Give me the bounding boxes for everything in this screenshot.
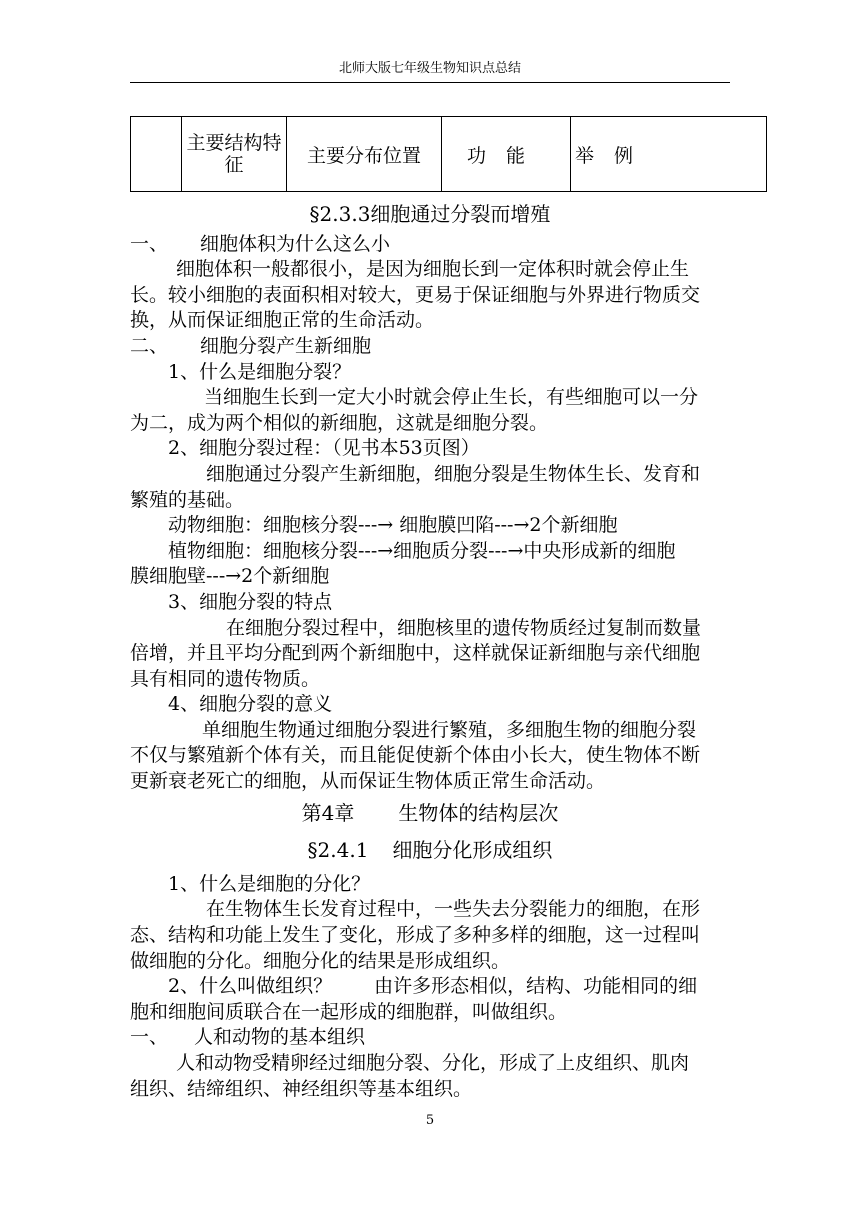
section-title-2-3-3: §2.3.3细胞通过分裂而增殖 xyxy=(309,202,551,226)
paragraph-line: 具有相同的遗传物质。 xyxy=(130,667,321,690)
table-cell-function: 功能 xyxy=(442,117,571,192)
paragraph-line: 组织、结缔组织、神经组织等基本组织。 xyxy=(130,1077,473,1100)
paragraph-line: 人和动物受精卵经过细胞分裂、分化，形成了上皮组织、肌肉 xyxy=(176,1052,690,1074)
paragraph-line: 当细胞生长到一定大小时就会停止生长，有些细胞可以一分 xyxy=(204,386,699,409)
heading-1 xyxy=(130,1025,730,1051)
section-number: §2.4.1 xyxy=(307,838,369,863)
heading-2 xyxy=(130,334,730,360)
table-cell-example: 举例 xyxy=(571,117,767,192)
paragraph-line: 长。较小细胞的表面积相对较大，更易于保证细胞与外界进行物质交 xyxy=(130,283,701,306)
question-4: 4、细胞分裂的意义 xyxy=(168,693,333,716)
paragraph-line: 繁殖的基础。 xyxy=(130,488,245,511)
table-cell-structure: 主要结构特征 xyxy=(182,117,287,192)
heading-number: 一、 xyxy=(130,232,169,255)
chapter-number: 第4章 xyxy=(301,800,355,825)
heading-text: 人和动物的基本组织 xyxy=(194,1026,366,1049)
question-3: 3、细胞分裂的特点 xyxy=(168,590,333,613)
question-1: 1、什么是细胞分裂？ xyxy=(168,360,352,383)
paragraph-line: 态、结构和功能上发生了变化，形成了多种多样的细胞，这一过程叫 xyxy=(130,924,701,947)
paragraph-line: 为二，成为两个相似的新细胞，这就是细胞分裂。 xyxy=(130,411,549,434)
section-title-2-4-1 xyxy=(130,838,730,864)
animal-cell-division: 动物细胞：细胞核分裂---→ 细胞膜凹陷---→2个新细胞 xyxy=(168,514,618,537)
table-cell-distribution: 主要分布位置 xyxy=(287,117,442,192)
heading-number: 二、 xyxy=(130,334,169,357)
paragraph-line: 膜细胞壁---→2个新细胞 xyxy=(130,565,330,588)
paragraph-line: 更新衰老死亡的细胞，从而保证生物体质正常生命活动。 xyxy=(130,770,606,793)
paragraph-line: 在生物体生长发育过程中，一些失去分裂能力的细胞，在形 xyxy=(206,898,701,921)
question-2: 2、什么叫做组织？ 由许多形态相似，结构、功能相同的细 xyxy=(168,975,698,998)
paragraph-line: 单细胞生物通过细胞分裂进行繁殖，多细胞生物的细胞分裂 xyxy=(202,718,697,741)
paragraph-line: 细胞体积一般都很小，是因为细胞长到一定体积时就会停止生 xyxy=(176,258,690,281)
paragraph-line: 倍增，并且平均分配到两个新细胞中，这样就保证新细胞与亲代细胞 xyxy=(130,642,701,665)
heading-text: 细胞体积为什么这么小 xyxy=(200,232,391,255)
paragraph-line: 换，从而保证细胞正常的生命活动。 xyxy=(130,309,435,332)
table-cell-empty xyxy=(131,117,182,192)
plant-cell-division: 植物细胞：细胞核分裂---→细胞质分裂---→中央形成新的细胞 xyxy=(168,539,676,562)
paragraph-line: 不仅与繁殖新个体有关，而且能促使新个体由小长大，使生物体不断 xyxy=(130,744,701,767)
paragraph-line: 细胞通过分裂产生新细胞，细胞分裂是生物体生长、发育和 xyxy=(206,462,701,485)
header-rule xyxy=(130,82,730,83)
table-row xyxy=(131,117,767,192)
heading-text: 细胞分裂产生新细胞 xyxy=(200,334,372,357)
paragraph-line: 胞和细胞间质联合在一起形成的细胞群，叫做组织。 xyxy=(130,1000,568,1023)
page-number: 5 xyxy=(425,1113,435,1128)
heading-1 xyxy=(130,232,730,258)
running-header: 北师大版七年级生物知识点总结 xyxy=(338,61,521,76)
section-name: 细胞分化形成组织 xyxy=(392,838,553,863)
question-1: 1、什么是细胞的分化？ xyxy=(168,872,371,895)
chapter-title xyxy=(130,801,730,827)
page-content xyxy=(130,202,730,1102)
chapter-name: 生物体的结构层次 xyxy=(398,800,559,825)
paragraph-line: 做细胞的分化。细胞分化的结果是形成组织。 xyxy=(130,949,511,972)
heading-number: 一、 xyxy=(130,1026,169,1049)
tissue-table xyxy=(130,116,767,192)
question-2: 2、细胞分裂过程：（见书本53页图） xyxy=(168,437,480,460)
paragraph-line: 在细胞分裂过程中，细胞核里的遗传物质经过复制而数量 xyxy=(226,616,702,639)
